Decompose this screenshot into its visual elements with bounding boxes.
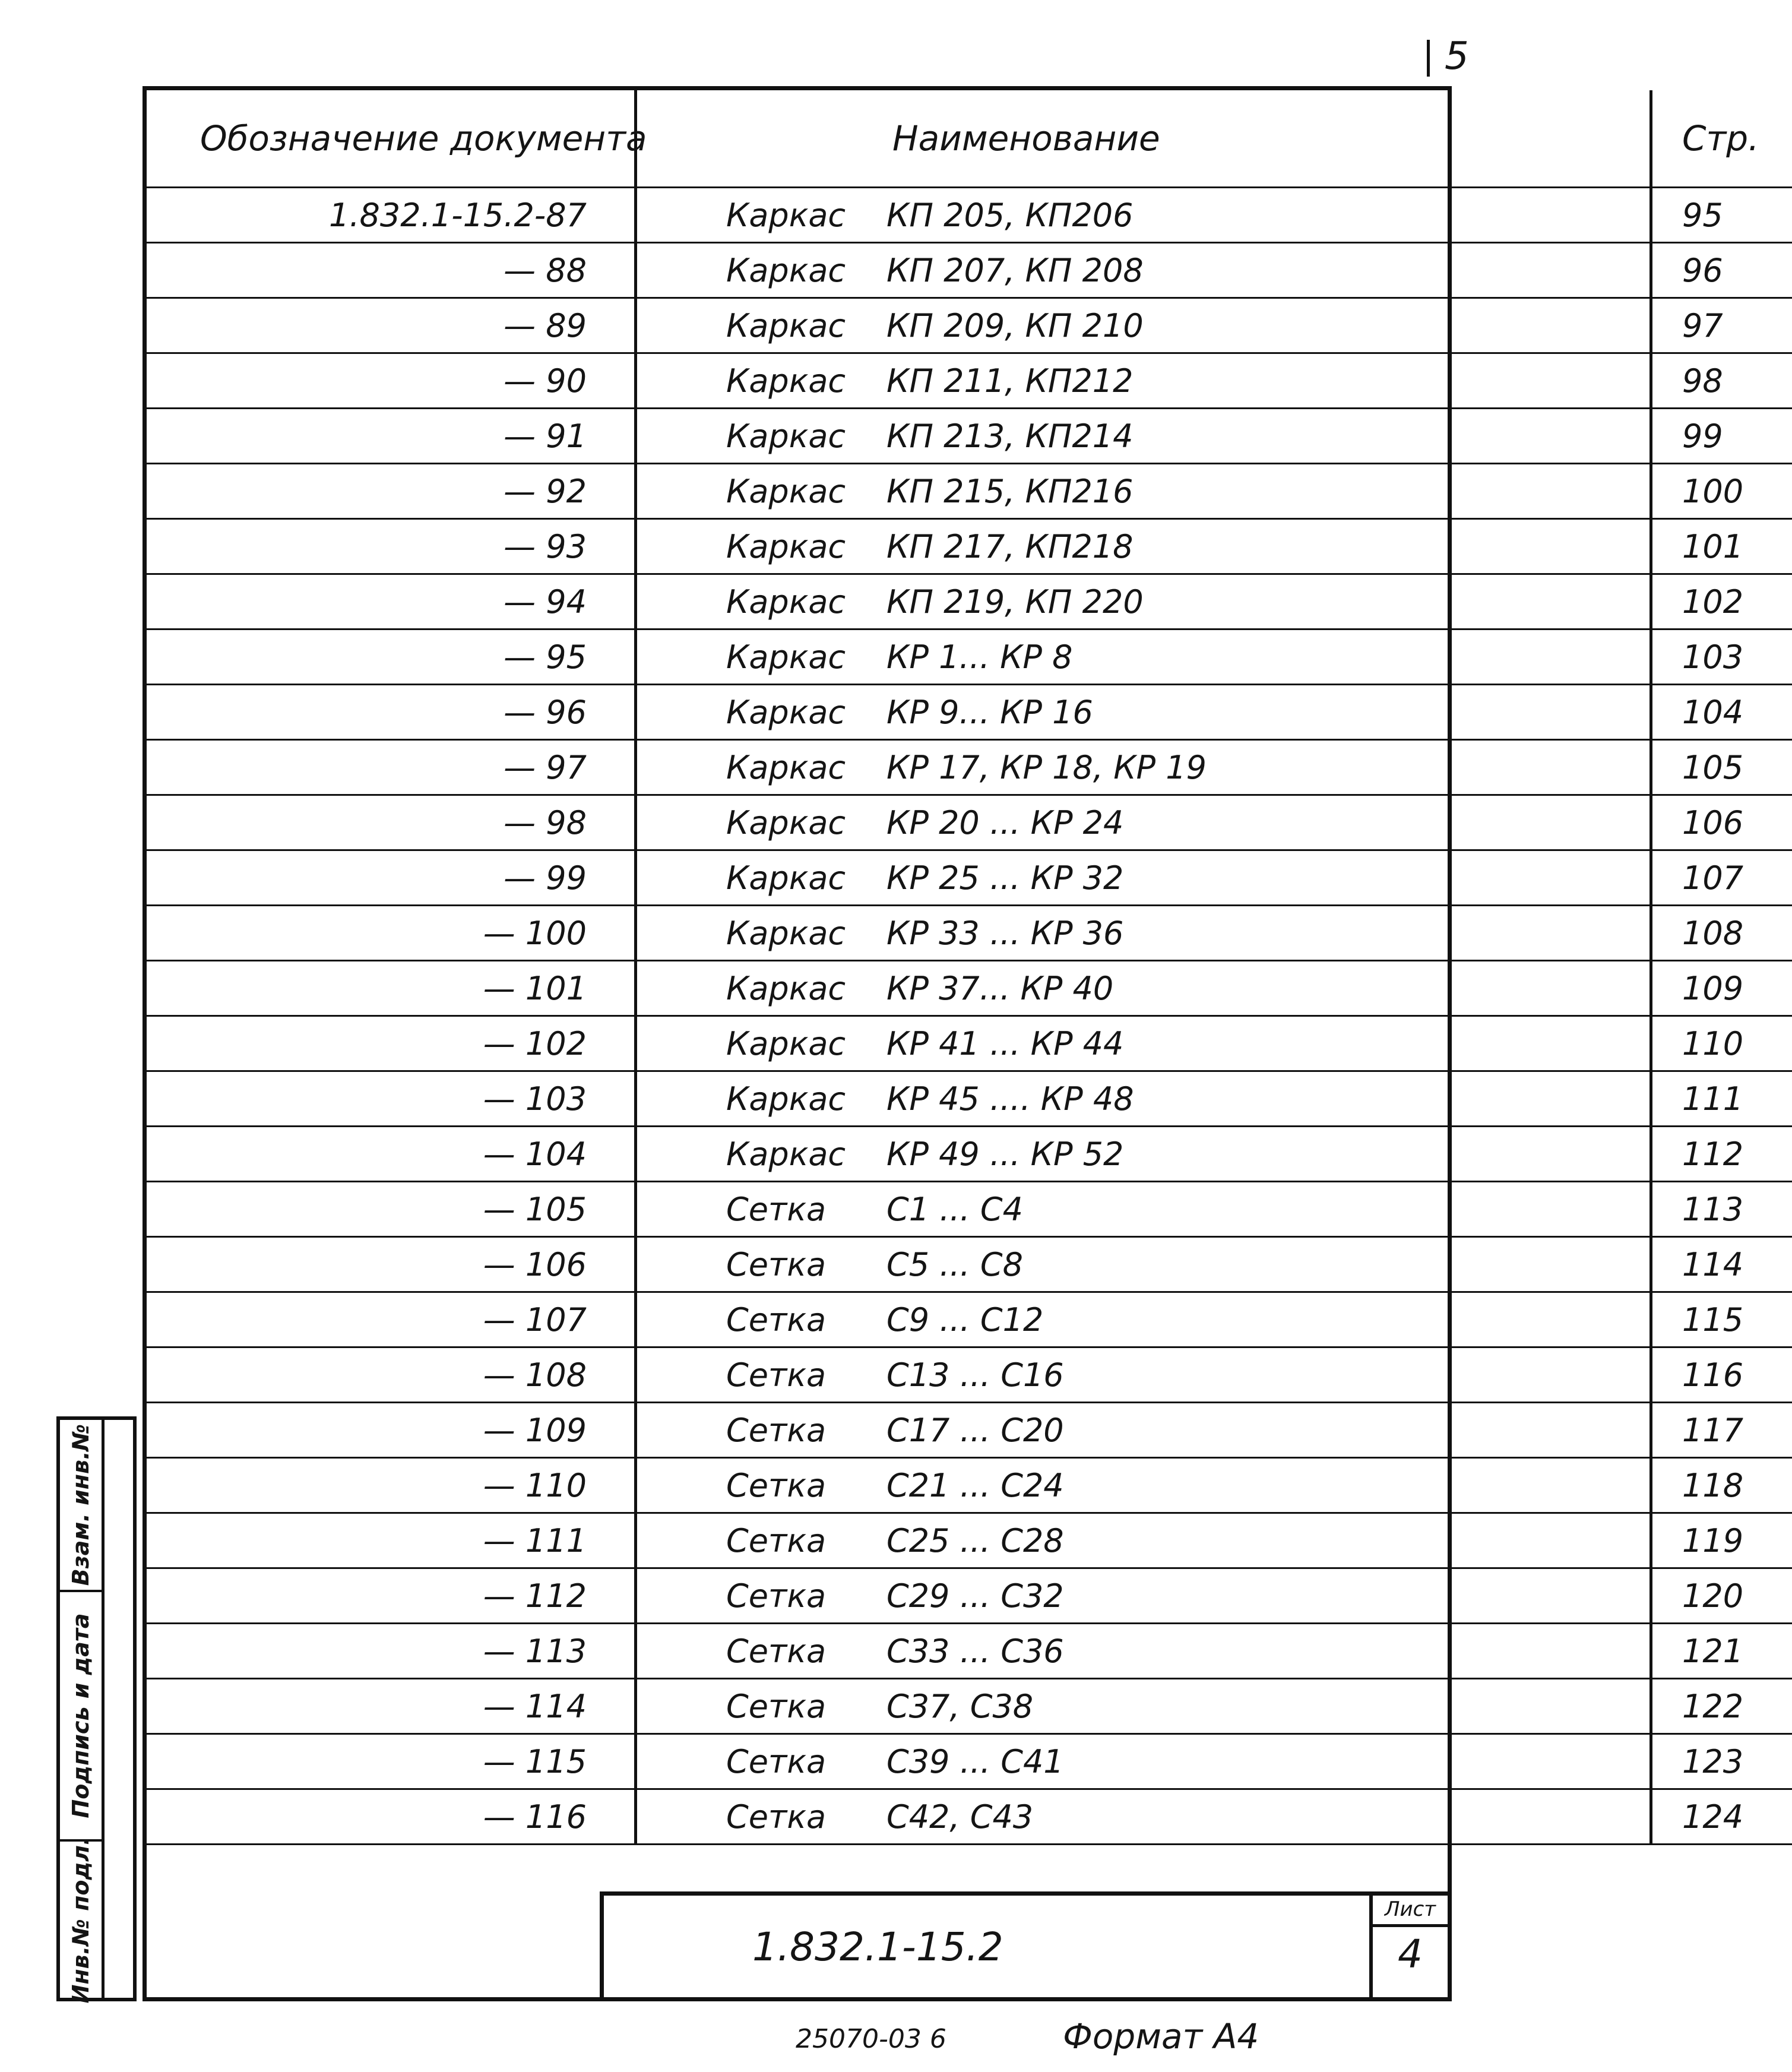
row-designation: — 88 [147,243,636,298]
row-name-items: КР 45 .... КР 48 [886,1080,1134,1118]
table-row [147,1292,1792,1347]
row-page: 109 [1651,961,1792,1016]
table-row [147,1127,1792,1182]
row-name-type: Каркас [726,1080,846,1118]
row-designation: — 89 [147,298,636,353]
row-name [636,1127,1651,1182]
row-designation: — 108 [147,1347,636,1403]
row-name-type: Сетка [726,1632,827,1670]
side-cell-original-inv [60,1836,102,2003]
table-row [147,1458,1792,1513]
side-cell-signature-date [60,1592,102,1842]
row-name-type: Сетка [726,1245,827,1283]
row-page: 104 [1651,685,1792,740]
table-row [147,188,1792,243]
row-name [636,1679,1651,1734]
row-name-type: Каркас [726,583,846,621]
row-name-type: Каркас [726,638,846,676]
row-name-items: С29 ... С32 [886,1577,1064,1615]
table-row [147,685,1792,740]
row-page: 117 [1651,1403,1792,1458]
table-row [147,1403,1792,1458]
side-strip-divider [102,1420,105,1998]
row-page: 101 [1651,519,1792,574]
table-row [147,243,1792,298]
footer-format: Формат А4 [1063,2016,1259,2057]
table-row [147,464,1792,519]
row-name-items: С42, С43 [886,1798,1034,1836]
side-cell-replacement-inv [60,1420,102,1592]
row-designation: — 94 [147,574,636,629]
page-number-bar [1427,40,1430,77]
row-page: 108 [1651,906,1792,961]
row-name-type: Каркас [726,306,846,344]
row-name [636,1237,1651,1292]
row-name-items: С37, С38 [886,1687,1034,1725]
row-designation: 1.832.1-15.2-87 [147,188,636,243]
table-header-row [147,90,1792,188]
row-name-type: Каркас [726,748,846,786]
row-designation: — 92 [147,464,636,519]
row-name-type: Каркас [726,693,846,731]
row-name [636,409,1651,464]
row-designation: — 103 [147,1071,636,1127]
row-page: 107 [1651,850,1792,906]
row-name [636,243,1651,298]
row-designation: — 95 [147,629,636,685]
contents-table [147,90,1792,1845]
row-name [636,850,1651,906]
row-designation: — 98 [147,795,636,850]
table-row [147,1071,1792,1127]
row-name [636,519,1651,574]
row-name-type: Сетка [726,1687,827,1725]
row-name-items: С39 ... С41 [886,1742,1064,1780]
row-name-items: С33 ... С36 [886,1632,1064,1670]
row-name-items: КР 9... КР 16 [886,693,1093,731]
sheet-number: 4 [1398,1931,1423,1977]
row-name-items: КП 207, КП 208 [886,251,1144,289]
row-page: 110 [1651,1016,1792,1071]
row-page: 114 [1651,1237,1792,1292]
row-name-type: Сетка [726,1466,827,1504]
row-name-type: Каркас [726,914,846,952]
row-designation: — 110 [147,1458,636,1513]
table-row [147,906,1792,961]
row-name [636,1624,1651,1679]
table-row [147,1182,1792,1237]
row-name-items: С13 ... С16 [886,1356,1064,1394]
row-name-items: С9 ... С12 [886,1301,1044,1339]
header-designation: Обозначение документа [147,90,636,188]
table-row [147,298,1792,353]
row-page: 121 [1651,1624,1792,1679]
row-name [636,574,1651,629]
row-name-items: КП 211, КП212 [886,362,1134,400]
row-name [636,1568,1651,1624]
row-name-type: Сетка [726,1521,827,1559]
row-name [636,1292,1651,1347]
row-name [636,961,1651,1016]
row-name-items: С1 ... С4 [886,1190,1023,1228]
row-name-type: Каркас [726,859,846,897]
table-row [147,1568,1792,1624]
table-row [147,353,1792,409]
row-name [636,1182,1651,1237]
row-page: 115 [1651,1292,1792,1347]
row-designation: — 106 [147,1237,636,1292]
row-name [636,353,1651,409]
row-name-type: Каркас [726,969,846,1007]
row-page: 111 [1651,1071,1792,1127]
row-name [636,298,1651,353]
row-designation: — 104 [147,1127,636,1182]
row-name-type: Каркас [726,527,846,565]
row-name-items: С17 ... С20 [886,1411,1064,1449]
row-page: 116 [1651,1347,1792,1403]
table-row [147,1734,1792,1789]
row-name-type: Сетка [726,1798,827,1836]
page-number [1422,33,1493,80]
header-page: Стр. [1651,90,1792,188]
row-name-items: КП 217, КП218 [886,527,1134,565]
row-name [636,1347,1651,1403]
row-name-type: Сетка [726,1742,827,1780]
row-name [636,1458,1651,1513]
row-designation: — 102 [147,1016,636,1071]
row-designation: — 116 [147,1789,636,1845]
table-row [147,519,1792,574]
row-name-type: Сетка [726,1190,827,1228]
row-name-items: КП 213, КП214 [886,417,1134,455]
row-page: 113 [1651,1182,1792,1237]
header-name: Наименование [636,90,1651,188]
table-row [147,850,1792,906]
row-designation: — 100 [147,906,636,961]
side-stamp-strip [56,1416,137,2001]
row-name-items: КР 25 ... КР 32 [886,859,1124,897]
row-page: 106 [1651,795,1792,850]
row-designation: — 109 [147,1403,636,1458]
row-designation: — 96 [147,685,636,740]
row-designation: — 99 [147,850,636,906]
row-page: 124 [1651,1789,1792,1845]
row-name-type: Каркас [726,804,846,842]
row-name-items: С5 ... С8 [886,1245,1023,1283]
row-name-type: Сетка [726,1411,827,1449]
row-page: 100 [1651,464,1792,519]
document-code: 1.832.1-15.2 [752,1924,1003,1970]
row-page: 120 [1651,1568,1792,1624]
table-row [147,1513,1792,1568]
row-designation: — 113 [147,1624,636,1679]
row-page: 97 [1651,298,1792,353]
row-page: 118 [1651,1458,1792,1513]
row-name [636,795,1651,850]
row-designation: — 97 [147,740,636,795]
row-name [636,1789,1651,1845]
row-page: 112 [1651,1127,1792,1182]
table-row [147,795,1792,850]
row-designation: — 91 [147,409,636,464]
row-name-type: Каркас [726,362,846,400]
row-page: 95 [1651,188,1792,243]
row-name-items: КР 17, КР 18, КР 19 [886,748,1207,786]
row-name-type: Каркас [726,472,846,510]
row-page: 105 [1651,740,1792,795]
row-name-type: Сетка [726,1577,827,1615]
side-label-replacement-inv: Взам. инв.№ [68,1423,94,1586]
row-page: 99 [1651,409,1792,464]
table-row [147,1624,1792,1679]
sheet-label: Лист [1373,1896,1448,1927]
table-row [147,1789,1792,1845]
row-name-items: КР 20 ... КР 24 [886,804,1124,842]
row-name-items: КР 37... КР 40 [886,969,1114,1007]
row-name-type: Каркас [726,1024,846,1062]
row-designation: — 107 [147,1292,636,1347]
row-name-type: Каркас [726,417,846,455]
row-name [636,1734,1651,1789]
side-label-signature-date: Подпись и дата [68,1613,94,1818]
table-row [147,574,1792,629]
row-name-type: Сетка [726,1301,827,1339]
table-row [147,1237,1792,1292]
row-designation: — 93 [147,519,636,574]
row-page: 96 [1651,243,1792,298]
row-name [636,629,1651,685]
title-block [600,1891,1448,1997]
row-name-items: КР 1... КР 8 [886,638,1073,676]
row-name-items: КП 219, КП 220 [886,583,1144,621]
footer-order-code: 25070-03 6 [796,2024,946,2054]
row-page: 103 [1651,629,1792,685]
row-name [636,1403,1651,1458]
row-name-items: С21 ... С24 [886,1466,1064,1504]
table-row [147,629,1792,685]
row-designation: — 111 [147,1513,636,1568]
row-name [636,740,1651,795]
table-row [147,1679,1792,1734]
row-name [636,1016,1651,1071]
row-page: 122 [1651,1679,1792,1734]
page-number-value: 5 [1445,34,1469,78]
row-name [636,464,1651,519]
row-designation: — 114 [147,1679,636,1734]
row-name-type: Каркас [726,1135,846,1173]
row-name [636,906,1651,961]
row-page: 98 [1651,353,1792,409]
sheet-cell [1369,1896,1448,1997]
row-name-items: КР 33 ... КР 36 [886,914,1124,952]
row-page: 102 [1651,574,1792,629]
document-frame [143,86,1759,2001]
row-name [636,1071,1651,1127]
row-name-items: КП 205, КП206 [886,196,1134,234]
row-name-items: КР 41 ... КР 44 [886,1024,1124,1062]
table-row [147,409,1792,464]
table-row [147,961,1792,1016]
table-row [147,1016,1792,1071]
row-designation: — 101 [147,961,636,1016]
row-name-items: КП 209, КП 210 [886,306,1144,344]
row-name [636,188,1651,243]
side-label-original-inv: Инв.№ подл. [68,1836,94,2003]
row-name [636,685,1651,740]
row-name-type: Сетка [726,1356,827,1394]
table-row [147,740,1792,795]
row-page: 123 [1651,1734,1792,1789]
row-designation: — 105 [147,1182,636,1237]
row-name-items: КП 215, КП216 [886,472,1134,510]
row-name [636,1513,1651,1568]
row-page: 119 [1651,1513,1792,1568]
row-name-type: Каркас [726,251,846,289]
row-designation: — 112 [147,1568,636,1624]
row-name-type: Каркас [726,196,846,234]
table-row [147,1347,1792,1403]
table-body [147,188,1792,1845]
row-designation: — 115 [147,1734,636,1789]
row-name-items: С25 ... С28 [886,1521,1064,1559]
row-name-items: КР 49 ... КР 52 [886,1135,1124,1173]
row-designation: — 90 [147,353,636,409]
